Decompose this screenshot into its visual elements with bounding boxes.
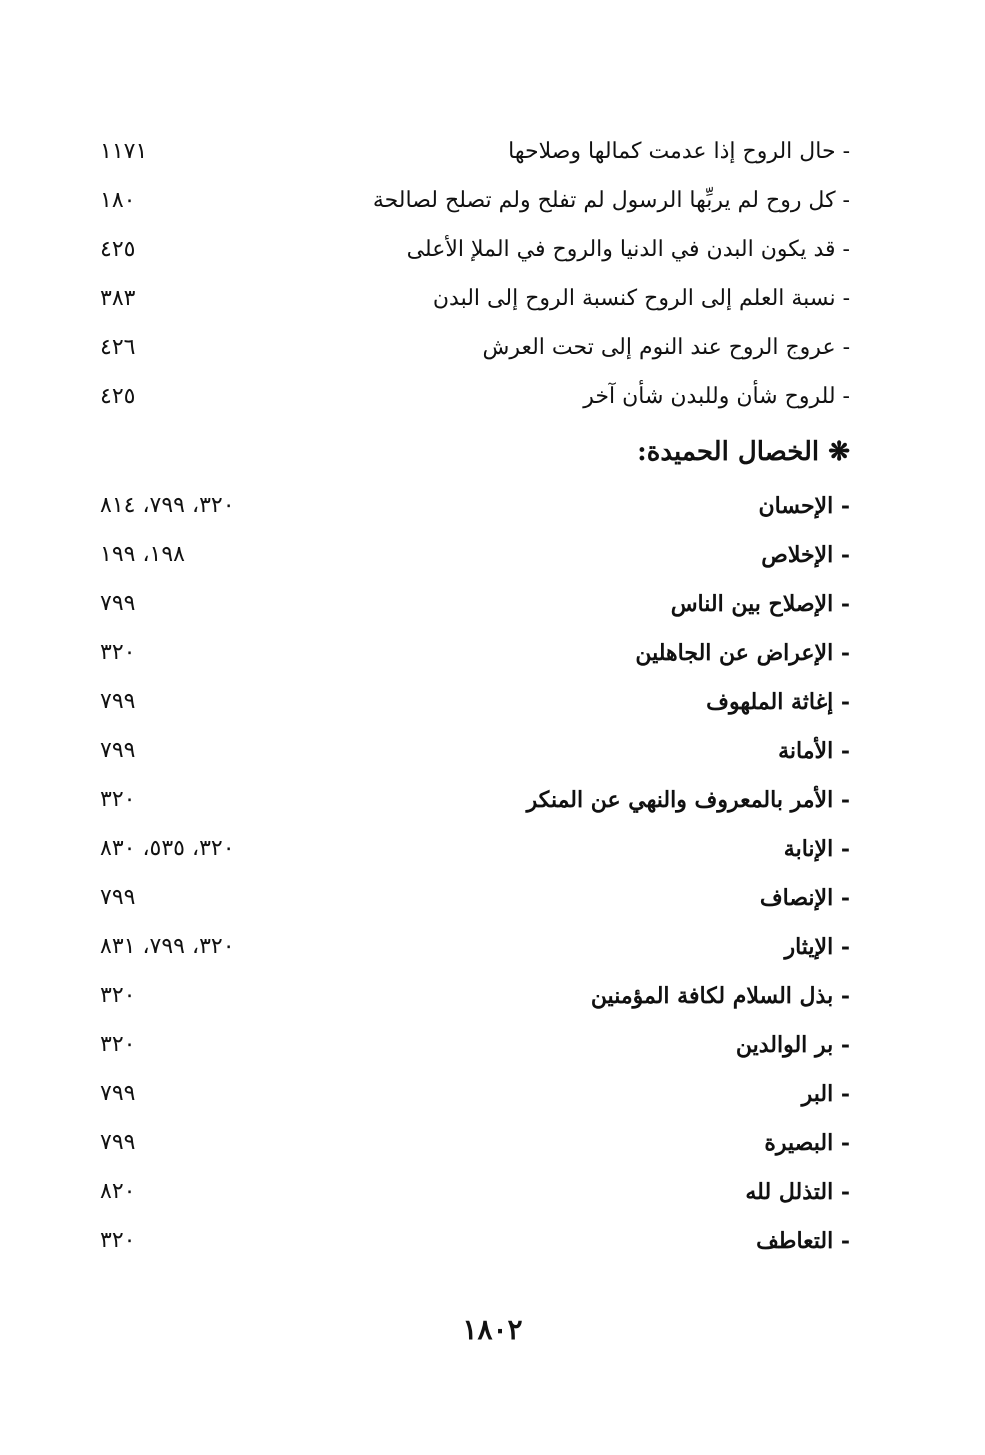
entry-page-refs: ٤٢٦ (100, 335, 136, 360)
index-entry (100, 1025, 850, 1065)
index-entry (100, 731, 850, 771)
entry-label: - كل روح لم يربِّها الرسول لم تفلح ولم تصلح لصالحة (372, 188, 850, 213)
index-entry (100, 377, 850, 417)
index-entry (100, 1123, 850, 1163)
index-entry (100, 1221, 850, 1261)
section-heading: ❋ الخصال الحميدة: (637, 437, 850, 467)
index-entry (100, 279, 850, 319)
entry-label: - الإنابة (783, 836, 850, 862)
entry-label: - حال الروح إذا عدمت كمالها وصلاحها (508, 139, 850, 164)
entry-label: - الإخلاص (761, 542, 850, 568)
entry-label: - الأمر بالمعروف والنهي عن المنكر (526, 787, 850, 813)
entry-page-refs: ٣٢٠، ٧٩٩، ٨١٤ (100, 493, 235, 518)
entry-page-refs: ٣٢٠ (100, 1032, 136, 1057)
index-entry (100, 682, 850, 722)
entry-label: - نسبة العلم إلى الروح كنسبة الروح إلى البدن (432, 286, 850, 311)
entry-page-refs: ٣٨٣ (100, 286, 136, 311)
entry-label: - عروج الروح عند النوم إلى تحت العرش (482, 335, 850, 360)
entry-label: - البصيرة (764, 1130, 850, 1156)
index-entry (100, 584, 850, 624)
index-entry (100, 486, 850, 526)
entry-page-refs: ١٩٨، ١٩٩ (100, 542, 185, 567)
index-entry (100, 535, 850, 575)
index-entry (100, 1172, 850, 1212)
entry-label: - الأمانة (778, 738, 850, 764)
index-entry (100, 328, 850, 368)
entry-page-refs: ٣٢٠ (100, 1228, 136, 1253)
entry-page-refs: ٣٢٠، ٧٩٩، ٨٣١ (100, 934, 235, 959)
entry-label: - بر الوالدين (735, 1032, 850, 1058)
index-entry (100, 878, 850, 918)
index-entry (100, 976, 850, 1016)
entry-page-refs: ٣٢٠، ٥٣٥، ٨٣٠ (100, 836, 235, 861)
entry-label: - الإحسان (758, 493, 850, 519)
entry-page-refs: ٧٩٩ (100, 885, 136, 910)
entry-page-refs: ٣٢٠ (100, 983, 136, 1008)
entry-label: - إغاثة الملهوف (706, 689, 850, 715)
entry-label: - قد يكون البدن في الدنيا والروح في الملإ الأعلى (406, 237, 850, 262)
entry-page-refs: ٧٩٩ (100, 738, 136, 763)
index-entry (100, 132, 850, 172)
entry-page-refs: ٤٢٥ (100, 384, 136, 409)
entry-label: - للروح شأن وللبدن شأن آخر (583, 384, 850, 409)
index-entry (100, 829, 850, 869)
entry-label: - الإعراض عن الجاهلين (635, 640, 850, 666)
entry-label: - التعاطف (756, 1228, 850, 1254)
index-entry (100, 230, 850, 270)
entry-label: - البر (801, 1081, 850, 1107)
entry-page-refs: ٣٢٠ (100, 787, 136, 812)
page-number: ١٨٠٢ (462, 1313, 523, 1346)
entry-page-refs: ٧٩٩ (100, 689, 136, 714)
entry-page-refs: ١١٧١ (100, 139, 148, 164)
entry-page-refs: ٧٩٩ (100, 1130, 136, 1155)
index-entry (100, 780, 850, 820)
index-entry (100, 927, 850, 967)
entry-label: - بذل السلام لكافة المؤمنين (590, 983, 850, 1009)
entry-label: - الإنصاف (759, 885, 850, 911)
entry-label: - الإصلاح بين الناس (670, 591, 850, 617)
index-entry (100, 633, 850, 673)
entry-page-refs: ٨٢٠ (100, 1179, 136, 1204)
entry-page-refs: ١٨٠ (100, 188, 136, 213)
entry-page-refs: ٧٩٩ (100, 591, 136, 616)
index-entry (100, 1074, 850, 1114)
entry-label: - التذلل لله (745, 1179, 850, 1205)
entry-label: - الإيثار (784, 934, 850, 960)
entry-page-refs: ٧٩٩ (100, 1081, 136, 1106)
index-entry (100, 181, 850, 221)
entry-page-refs: ٤٢٥ (100, 237, 136, 262)
entry-page-refs: ٣٢٠ (100, 640, 136, 665)
